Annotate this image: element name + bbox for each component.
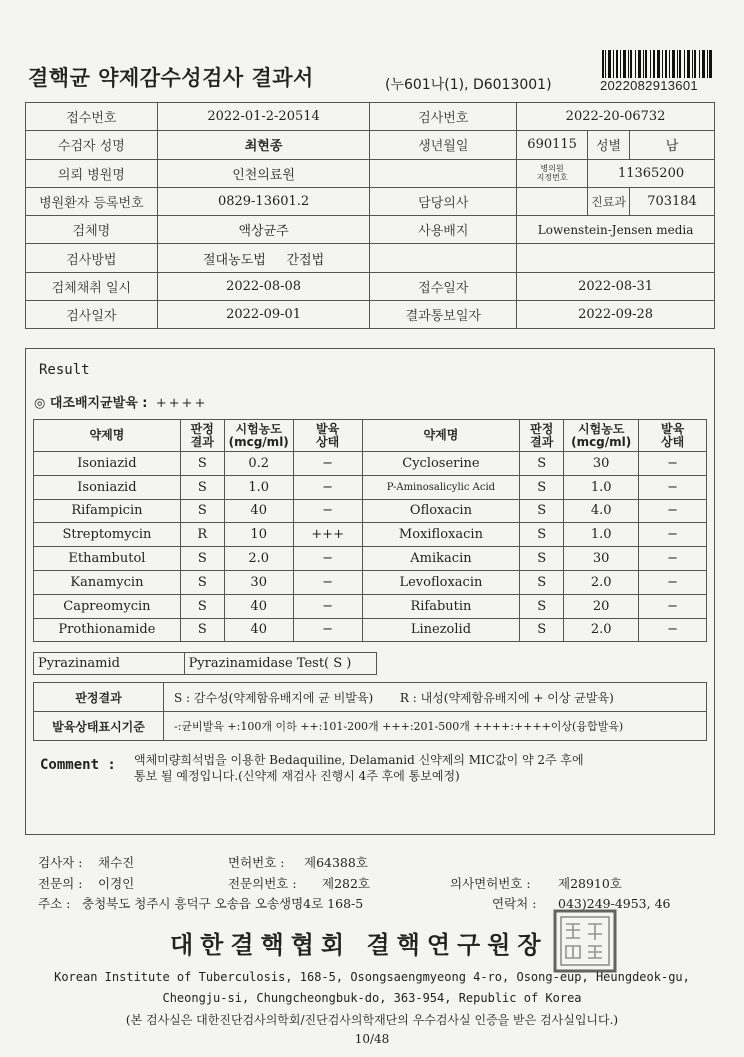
drug-name: Isoniazid	[34, 475, 181, 499]
legend-table	[33, 682, 707, 741]
concentration: 40	[224, 499, 293, 523]
sex-label: 성별	[588, 131, 630, 159]
examiner-line: 검사자 : 채수진 면허번호 : 제64388호	[38, 855, 368, 870]
result-title: Result	[39, 362, 90, 378]
growth: −	[293, 570, 362, 594]
drug-name: Rifabutin	[362, 594, 520, 618]
drug-name: Ethambutol	[34, 547, 181, 571]
judgement: S	[520, 594, 564, 618]
birth-label: 생년월일	[370, 131, 517, 159]
table-row	[34, 618, 707, 642]
hospital-code-label: 병의원 지정번호	[517, 159, 588, 187]
control-growth: ◎ 대조배지균발육 : ++++	[34, 396, 208, 411]
concentration: 10	[224, 523, 293, 547]
medium: Lowenstein-Jensen media	[517, 216, 715, 244]
organization-name: 대한결핵협회 결핵연구원장	[170, 930, 548, 959]
growth-header: 발육 상태	[293, 420, 362, 452]
sex: 남	[630, 131, 715, 159]
growth: +++	[293, 523, 362, 547]
pza-test: Pyrazinamidase Test( S )	[184, 653, 376, 675]
report-date: 2022-09-28	[517, 301, 715, 329]
test-date: 2022-09-01	[157, 301, 370, 329]
organization-address-1: Korean Institute of Tuberculosis, 168-5, Osongsaengmyeong 4-ro, Osong-eup, Heungdeok-gu,	[54, 970, 690, 984]
concentration: 2.0	[564, 570, 639, 594]
drug-name: P-Aminosalicylic Acid	[362, 475, 520, 499]
growth-legend: -:균비발육 +:100개 이하 ++:101-200개 +++:201-500개 ++++:++++이상(융합발육)	[164, 712, 707, 741]
judgement: S	[520, 475, 564, 499]
growth: −	[639, 618, 707, 642]
hospital: 인천의료원	[157, 159, 370, 187]
concentration: 1.0	[564, 475, 639, 499]
growth: −	[639, 570, 707, 594]
judgement: R	[180, 523, 224, 547]
growth-legend-label: 발육상태표시기준	[34, 712, 164, 741]
concentration: 2.0	[564, 618, 639, 642]
judge-header: 판정 결과	[180, 420, 224, 452]
concentration: 0.2	[224, 452, 293, 476]
barcode	[602, 50, 712, 78]
growth: −	[293, 475, 362, 499]
judgement: S	[180, 594, 224, 618]
test-no-label: 검사번호	[370, 103, 517, 131]
drug-name: Linezolid	[362, 618, 520, 642]
judge-legend: S : 감수성(약제함유배지에 균 비발육) R : 내성(약제함유배지에 + 이상 균발육)	[164, 683, 707, 712]
collect-date: 2022-08-08	[157, 272, 370, 300]
concentration: 1.0	[224, 475, 293, 499]
table-row	[34, 523, 707, 547]
drug-name: Moxifloxacin	[362, 523, 520, 547]
concentration: 30	[224, 570, 293, 594]
specimen-label: 검체명	[26, 216, 158, 244]
dept: 703184	[630, 187, 715, 215]
growth: −	[293, 452, 362, 476]
judgement: S	[180, 547, 224, 571]
official-seal-icon	[552, 908, 618, 974]
patient-name: 최현종	[157, 131, 370, 159]
conc-header-2: 시험농도 (mcg/ml)	[564, 420, 639, 452]
judgement: S	[520, 499, 564, 523]
document-title: 결핵균 약제감수성검사 결과서	[28, 66, 314, 90]
judgement: S	[180, 499, 224, 523]
pza-name: Pyrazinamid	[34, 653, 185, 675]
medium-label: 사용배지	[370, 216, 517, 244]
drug-name: Cycloserine	[362, 452, 520, 476]
specialist-line: 전문의 : 이경인 전문의번호 : 제282호 의사면허번호 : 제28910호	[38, 876, 622, 891]
drug-name: Levofloxacin	[362, 570, 520, 594]
hospital-code: 11365200	[588, 159, 715, 187]
growth-header-2: 발육 상태	[639, 420, 707, 452]
growth: −	[639, 452, 707, 476]
concentration: 2.0	[224, 547, 293, 571]
judgement: S	[180, 452, 224, 476]
receipt-no-label: 접수번호	[26, 103, 158, 131]
certification-note: (본 검사실은 대한진단검사의학회/진단검사의학재단의 우수검사실 인증을 받은 검사실입니다.)	[125, 1013, 619, 1027]
concentration: 30	[564, 547, 639, 571]
hospital-label: 의뢰 병원명	[26, 159, 158, 187]
judge-header-2: 판정 결과	[520, 420, 564, 452]
conc-header: 시험농도 (mcg/ml)	[224, 420, 293, 452]
growth: −	[293, 499, 362, 523]
page-number: 10/48	[354, 1032, 390, 1046]
method-label: 검사방법	[26, 244, 158, 272]
collect-date-label: 검체채취 일시	[26, 272, 158, 300]
patient-name-label: 수검자 성명	[26, 131, 158, 159]
table-row	[34, 452, 707, 476]
drug-header: 약제명	[34, 420, 181, 452]
judgement: S	[520, 618, 564, 642]
growth: −	[639, 594, 707, 618]
test-date-label: 검사일자	[26, 301, 158, 329]
birth: 690115	[517, 131, 588, 159]
receipt-date-label: 접수일자	[370, 272, 517, 300]
drug-name: Kanamycin	[34, 570, 181, 594]
comment-label: Comment :	[40, 757, 116, 773]
specimen: 액상균주	[157, 216, 370, 244]
table-row	[34, 547, 707, 571]
growth: −	[639, 475, 707, 499]
judgement: S	[520, 547, 564, 571]
receipt-date: 2022-08-31	[517, 272, 715, 300]
growth: −	[293, 618, 362, 642]
patient-reg-label: 병원환자 등록번호	[26, 187, 158, 215]
concentration: 30	[564, 452, 639, 476]
susceptibility-table	[33, 419, 707, 642]
concentration: 1.0	[564, 523, 639, 547]
growth: −	[639, 547, 707, 571]
table-row	[34, 475, 707, 499]
table-row	[34, 594, 707, 618]
concentration: 4.0	[564, 499, 639, 523]
judgement: S	[520, 452, 564, 476]
growth: −	[293, 547, 362, 571]
drug-name: Amikacin	[362, 547, 520, 571]
drug-header-2: 약제명	[362, 420, 520, 452]
judgement: S	[520, 523, 564, 547]
judgement: S	[180, 475, 224, 499]
patient-reg: 0829-13601.2	[157, 187, 370, 215]
dept-label: 진료과	[588, 187, 630, 215]
growth: −	[639, 523, 707, 547]
patient-info-table	[25, 102, 715, 329]
growth: −	[639, 499, 707, 523]
concentration: 20	[564, 594, 639, 618]
table-row	[34, 499, 707, 523]
test-no: 2022-20-06732	[517, 103, 715, 131]
growth: −	[293, 594, 362, 618]
drug-name: Rifampicin	[34, 499, 181, 523]
concentration: 40	[224, 618, 293, 642]
doctor-label: 담당의사	[370, 187, 517, 215]
doctor	[517, 187, 588, 215]
comment-text: 액체미량희석법을 이용한 Bedaquiline, Delamanid 신약제의 MIC값이 약 2주 후에 통보 될 예정입니다.(신약제 재검사 진행시 4주 후에 통보예정)	[134, 753, 584, 783]
drug-name: Isoniazid	[34, 452, 181, 476]
address-line: 주소 : 충청북도 청주시 흥덕구 오송읍 오송생명4로 168-5 연락처 : 043)249-4953, 46	[38, 896, 671, 911]
judgement: S	[520, 570, 564, 594]
method: 절대농도법 간접법	[157, 244, 370, 272]
organization-address-2: Cheongju-si, Chungcheongbuk-do, 363-954, Republic of Korea	[162, 991, 582, 1005]
table-row	[34, 570, 707, 594]
concentration: 40	[224, 594, 293, 618]
receipt-no: 2022-01-2-20514	[157, 103, 370, 131]
pyrazinamide-table	[33, 652, 377, 675]
judgement: S	[180, 618, 224, 642]
judge-legend-label: 판정결과	[34, 683, 164, 712]
drug-name: Ofloxacin	[362, 499, 520, 523]
judgement: S	[180, 570, 224, 594]
document-code: (누601나(1), D6013001)	[385, 77, 552, 93]
barcode-number: 2022082913601	[600, 78, 698, 93]
report-date-label: 결과통보일자	[370, 301, 517, 329]
drug-name: Streptomycin	[34, 523, 181, 547]
drug-name: Prothionamide	[34, 618, 181, 642]
drug-name: Capreomycin	[34, 594, 181, 618]
